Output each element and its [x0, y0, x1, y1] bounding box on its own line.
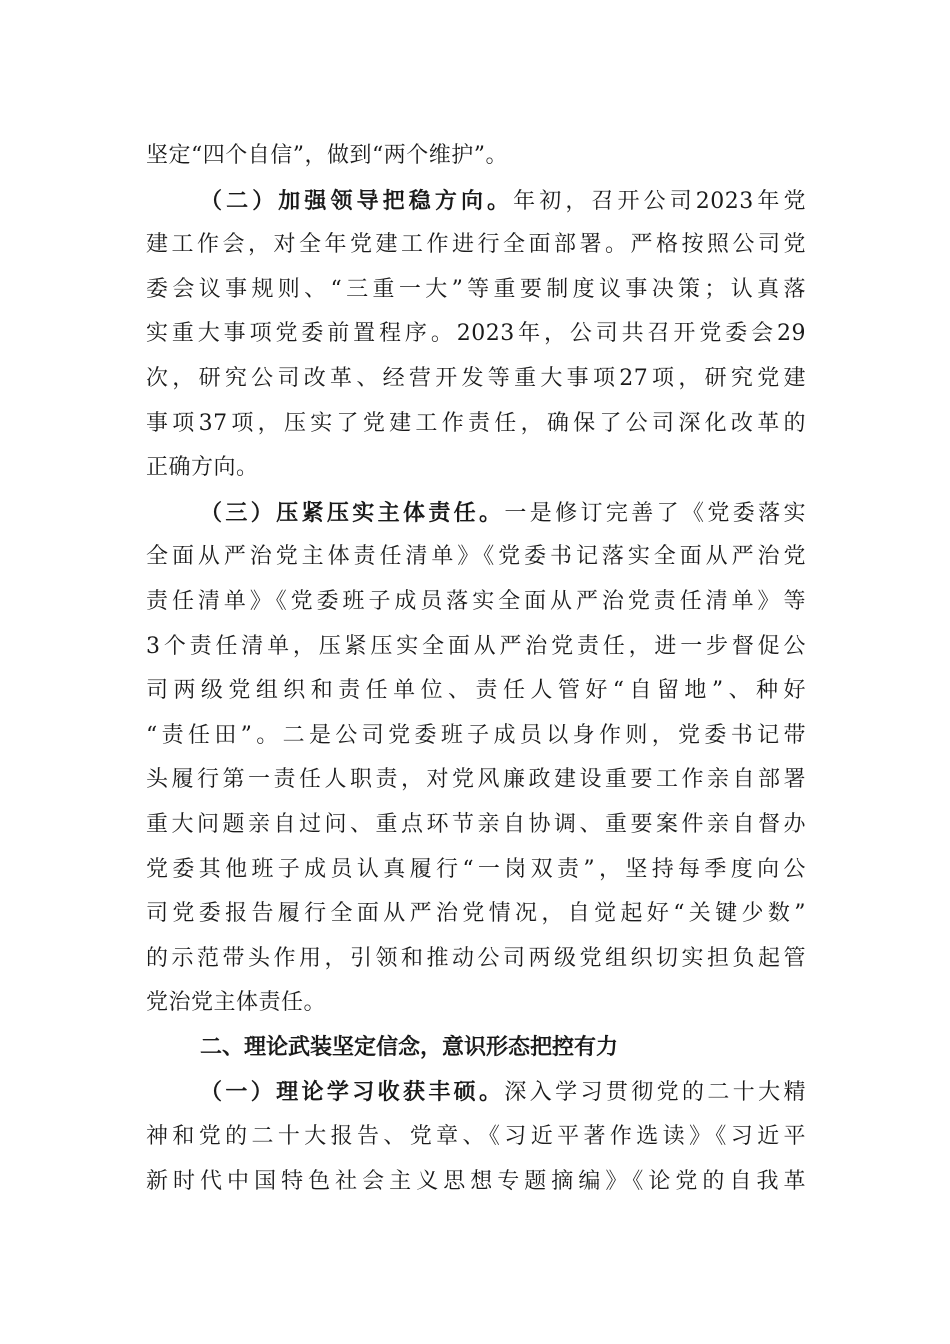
paragraph-line: 委会议事规则、“三重一大”等重要制度议事决策；认真落: [146, 276, 806, 302]
document-body: [146, 134, 806, 1204]
paragraph-line: 坚定“四个自信”，做到“两个维护”。: [146, 143, 508, 168]
paragraph-line: 神和党的二十大报告、党章、《习近平著作选读》《习近平: [146, 1124, 806, 1150]
paragraph-text: 深入学习贯彻党的二十大精: [504, 1080, 806, 1106]
paragraph-line: 党治党主体责任。: [146, 990, 327, 1016]
section-heading: 二、理论武装坚定信念，意识形态把控有力: [200, 1034, 619, 1060]
paragraph-line: 新时代中国特色社会主义思想专题摘编》《论党的自我革: [146, 1168, 806, 1194]
paragraph-line: 建工作会，对全年党建工作进行全面部署。严格按照公司党: [146, 232, 806, 258]
paragraph-line: 司党委报告履行全面从严治党情况，自觉起好“关键少数”: [146, 901, 806, 927]
section-lead: （二）加强领导把稳方向。: [200, 187, 514, 214]
paragraph-first-line: [146, 179, 806, 224]
section-lead: （一）理论学习收获丰硕。: [200, 1079, 505, 1106]
paragraph-line: 事项37项，压实了党建工作责任，确保了公司深化改革的: [146, 410, 806, 436]
paragraph-first-line: [146, 1070, 806, 1115]
paragraph-line: 实重大事项党委前置程序。2023年，公司共召开党委会29: [146, 321, 806, 347]
paragraph-line: 责任清单》《党委班子成员落实全面从严治党责任清单》等: [146, 588, 806, 614]
paragraph-line: 司两级党组织和责任单位、责任人管好“自留地”、种好: [146, 678, 806, 704]
paragraph-line: 3个责任清单，压紧压实全面从严治党责任，进一步督促公: [146, 633, 806, 659]
paragraph-text: 一是修订完善了《党委落实: [504, 500, 806, 526]
paragraph-line: 的示范带头作用，引领和推动公司两级党组织切实担负起管: [146, 945, 806, 971]
paragraph-line: 党委其他班子成员认真履行“一岗双责”，坚持每季度向公: [146, 856, 806, 882]
paragraph-text: 年初，召开公司2023年党: [513, 188, 806, 214]
paragraph-first-line: [146, 491, 806, 536]
paragraph-line: 正确方向。: [146, 455, 259, 481]
section-lead: （三）压紧压实主体责任。: [200, 499, 505, 526]
paragraph-line: “责任田”。二是公司党委班子成员以身作则，党委书记带: [146, 722, 806, 748]
paragraph-line: 重大问题亲自过问、重点环节亲自协调、重要案件亲自督办: [146, 811, 806, 837]
paragraph-line: 头履行第一责任人职责，对党风廉政建设重要工作亲自部署: [146, 767, 806, 793]
paragraph-line: 全面从严治党主体责任清单》《党委书记落实全面从严治党: [146, 544, 806, 570]
paragraph-line: 次，研究公司改革、经营开发等重大事项27项，研究党建: [146, 365, 806, 391]
